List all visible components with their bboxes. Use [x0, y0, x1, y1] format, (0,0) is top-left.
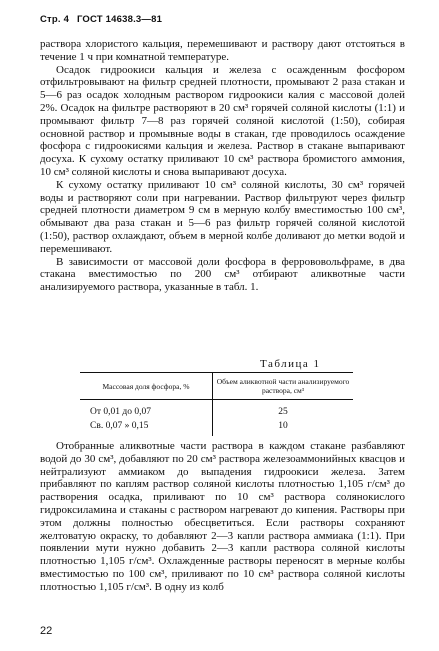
- table-cell-volume: 25: [278, 407, 288, 417]
- standard-label: ГОСТ 14638.3—81: [76, 14, 163, 25]
- column-header-volume: Объем аликвотной части анализируемого раствора, см³: [213, 373, 354, 400]
- table-cell-volume: 10: [278, 421, 288, 431]
- table-caption: Таблица 1: [260, 358, 321, 370]
- column-header-phosphorus: Массовая доля фосфора, %: [80, 373, 213, 400]
- paragraph: Отобранные аликвотные части раствора в каждом стакане разбавляют водой до 30 см³, добавляют по 20 см³ раствора железоаммонийных квасцов и нейтрализуют аммиаком до выпадения гидроокиси железа. Затем прибавляют по каплям раствор соляной кислоты плотностью 1,105 г/см³ до растворения осадка, приливают по 10 см³ раствора солянокислого гидроксиламина и стаканы с раствором нагревают до кипения. Растворы при этом должны полностью обесцветиться. Если растворы сохраняют желтоватую окраску, то добавляют 2—3 капли раствора аммиака (1:1). При появлении мути нужно добавить 2—3 капли раствора соляной кислоты плотностью 1,105 г/см³. Охлажденные растворы переносят в мерные колбы вместимостью по 100 см³, приливают по 10 см³ раствора соляной кислоты плотностью 1,105 г/см³. В одну из колб: [40, 440, 405, 593]
- table-row: [80, 400, 353, 420]
- text-block-top: [40, 38, 405, 294]
- table-row: [80, 419, 353, 436]
- paragraph: К сухому остатку приливают 10 см³ соляной кислоты, 30 см³ горячей воды и растворяют соли при нагревании. Раствор фильтруют через фильтр средней плотности диаметром 9 см в мерную колбу вместимостью 100 см³, обмывают два раза стакан и 5—6 раз фильтр горячей соляной кислотой (1:50), раствор охлаждают, объем в мерной колбе доливают до метки водой и перемешивают.: [40, 178, 405, 255]
- page-header: [40, 14, 167, 25]
- table-cell-range: От 0,01 до 0,07: [80, 400, 213, 420]
- table-header-row: [80, 373, 353, 400]
- table-cell-range: Св. 0,07 » 0,15: [80, 419, 213, 436]
- paragraph: раствора хлористого кальция, перемешивают и раствору дают отстояться в течение 1 ч при комнатной температуре.: [40, 38, 405, 63]
- paragraph: Осадок гидроокиси кальция и железа с осажденным фосфором отфильтровывают на фильтр средней плотности, промывают 2 раза стакан и 5—6 раз осадок холодным раствором гидроокиси калия с массовой долей 2%. Осадок на фильтре растворяют в 20 см³ горячей соляной кислоты (1:1) и промывают фильтр 7—8 раз горячей соляной кислотой (1:50), собирая основной раствор и промывные воды в стакан, где проводилось осаждение фосфора с гидроокисями кальция и железа. Раствор в стакане выпаривают досуха. К сухому остатку приливают 10 см³ раствора бромистого аммония, 10 см³ соляной кислоты и снова выпаривают досуха.: [40, 63, 405, 178]
- page-label: Стр. 4: [40, 14, 70, 25]
- text-block-bottom: [40, 440, 405, 594]
- page-number: 22: [40, 625, 53, 637]
- aliquot-table: [80, 372, 353, 436]
- paragraph: В зависимости от массовой доли фосфора в феррововольфраме, в два стакана вместимостью по 200 см³ отбирают аликвотные части анализируемого раствора, указанные в табл. 1.: [40, 255, 405, 294]
